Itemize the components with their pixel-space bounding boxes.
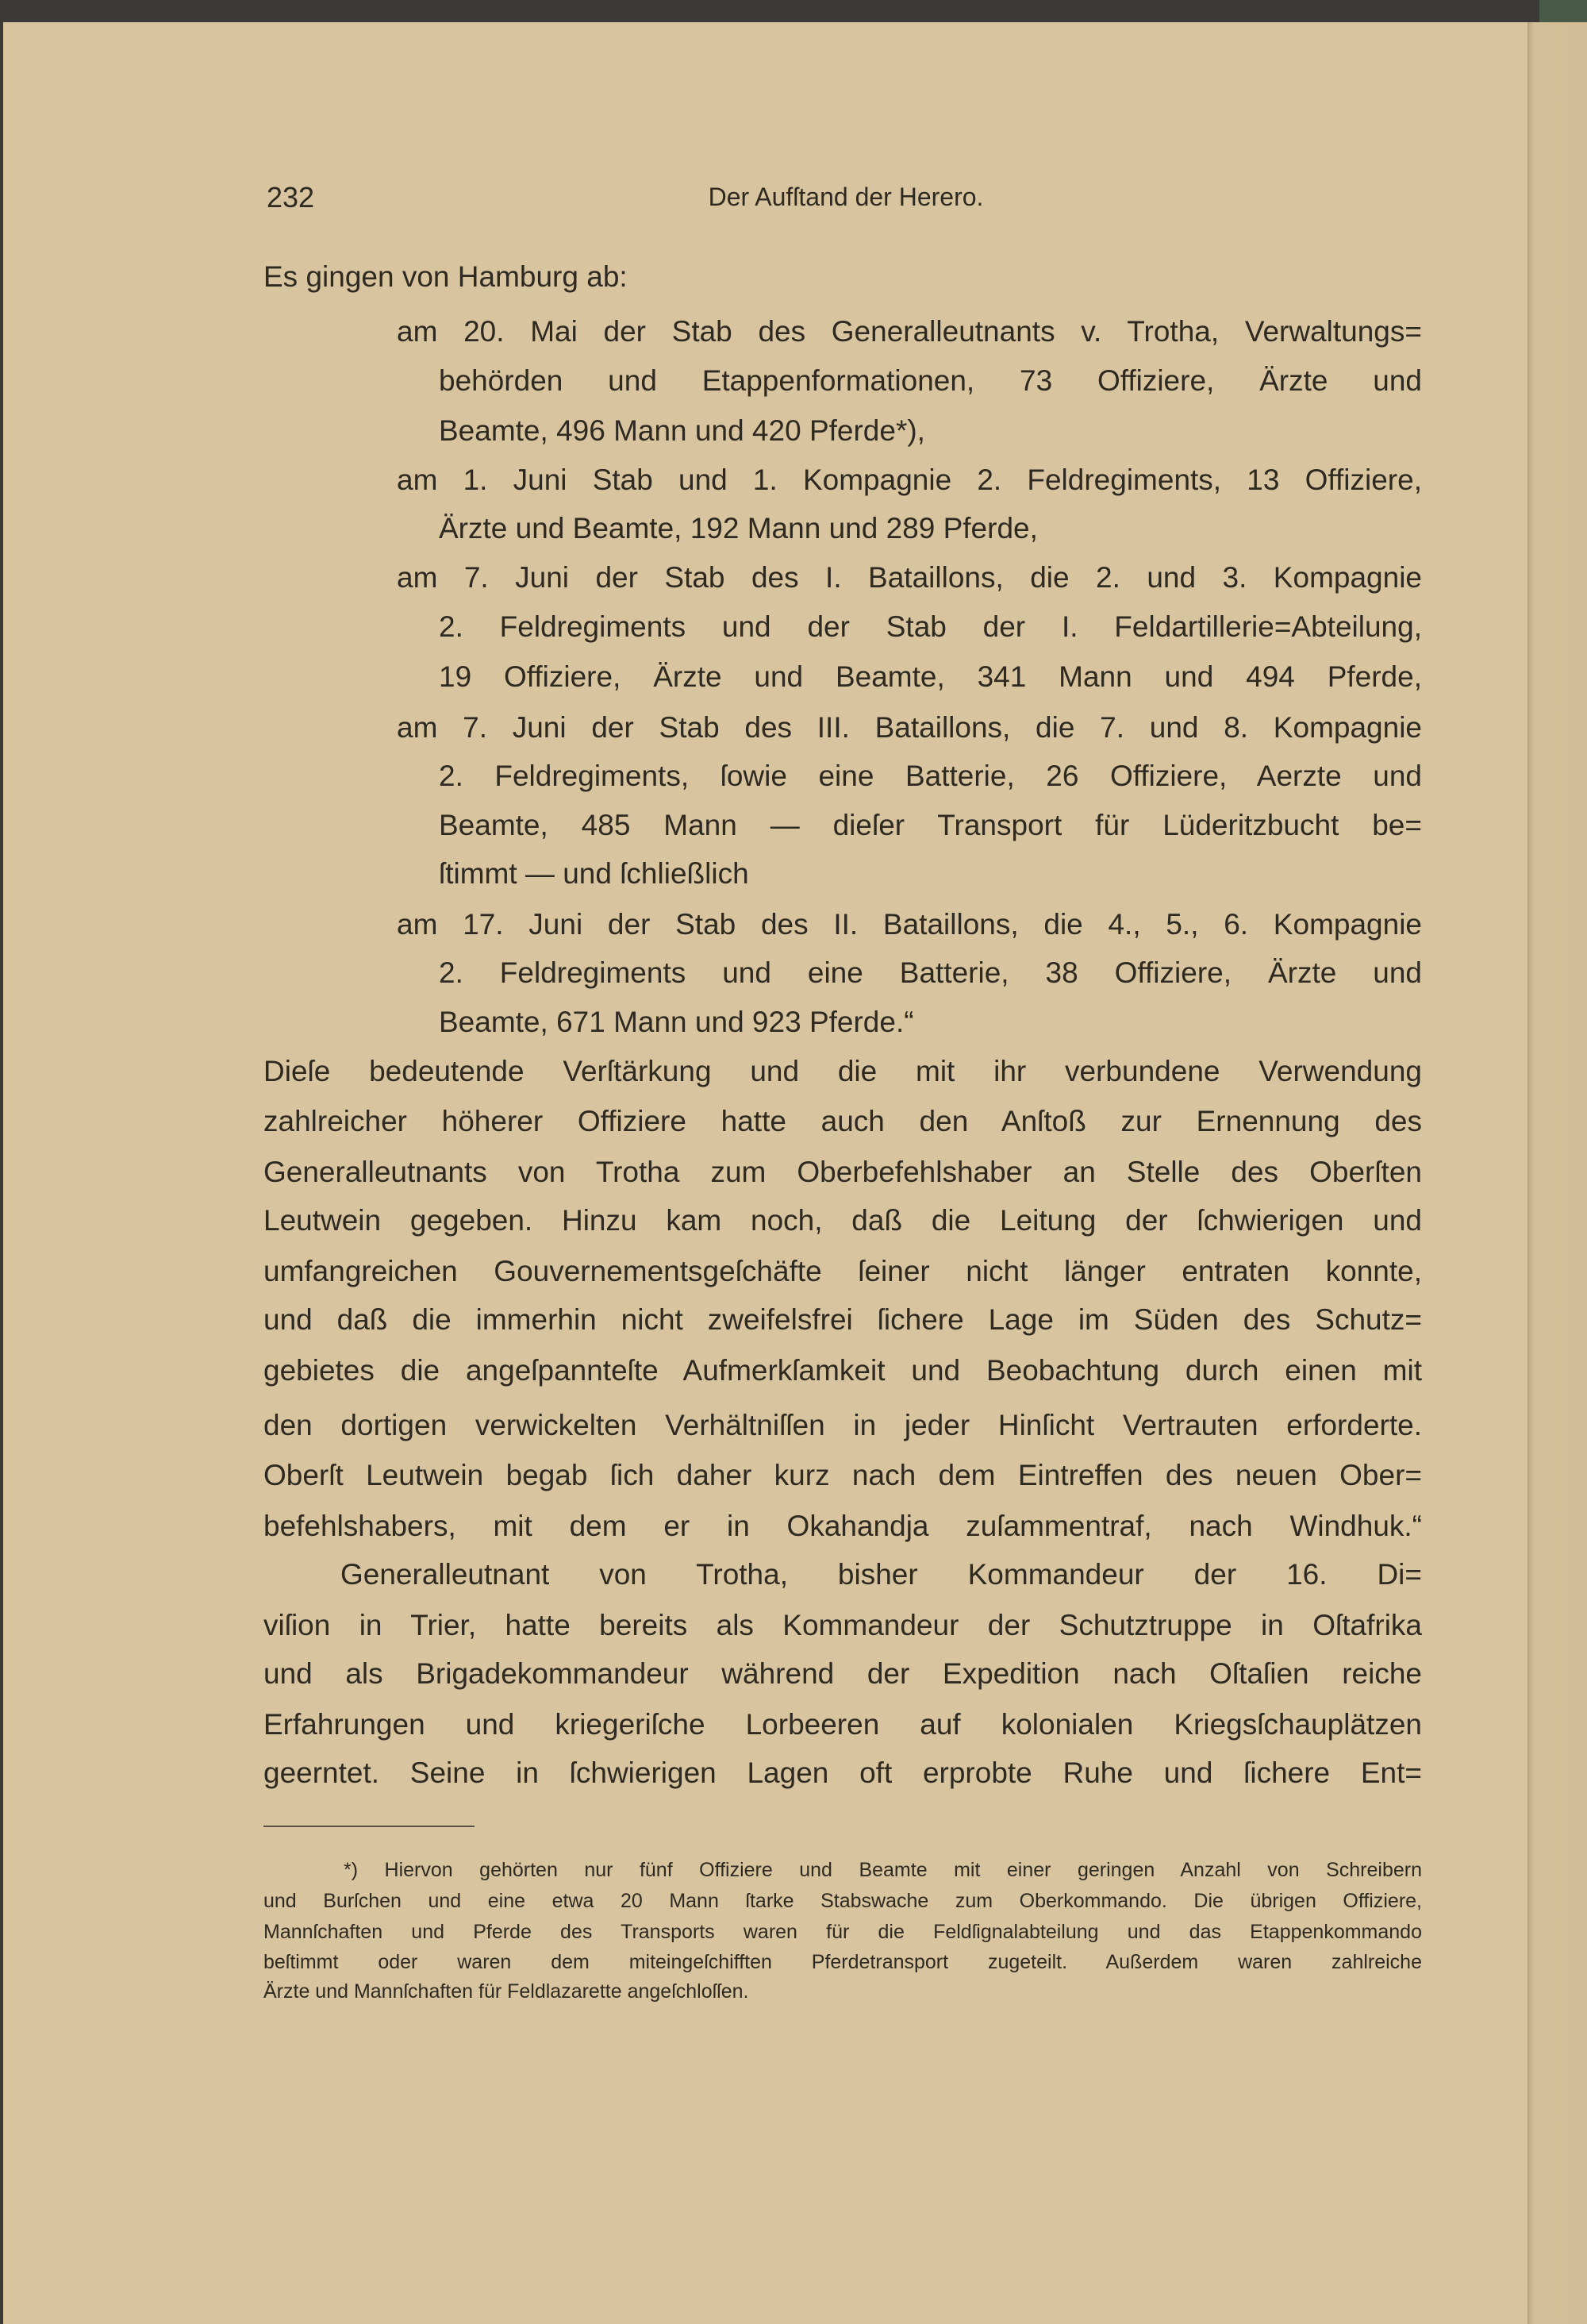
text-line: und daß die immerhin nicht zweifelsfrei ſichere Lage im Süden des Schutz= [263, 1303, 1422, 1336]
text-line: zahlreicher höherer Offiziere hatte auch den Anſtoß zur Ernennung des [263, 1105, 1422, 1137]
text-line: Beamte, 496 Mann und 420 Pferde*), [439, 414, 925, 447]
text-line: umfangreichen Gouvernementsgeſchäfte ſeiner nicht länger entraten konnte, [263, 1255, 1422, 1287]
running-title: Der Aufſtand der Herero. [708, 183, 984, 211]
footnote-divider [263, 1826, 475, 1827]
text-line: Erfahrungen und kriegeriſche Lorbeeren auf kolonialen Kriegsſchauplätzen [263, 1708, 1422, 1741]
text-line: Dieſe bedeutende Verſtärkung und die mit ihr verbundene Verwendung [263, 1055, 1422, 1087]
text-line: am 20. Mai der Stab des Generalleutnants v. Trotha, Verwaltungs= [397, 315, 1422, 348]
text-line: Beamte, 485 Mann — dieſer Transport für Lüderitzbucht be= [439, 809, 1422, 841]
text-line: 19 Offiziere, Ärzte und Beamte, 341 Mann und 494 Pferde, [439, 660, 1422, 693]
text-line: und als Brigadekommandeur während der Expedition nach Oſtaſien reiche [263, 1657, 1422, 1690]
text-line: Ärzte und Beamte, 192 Mann und 289 Pferde, [439, 512, 1038, 544]
text-line: Generalleutnant von Trotha, bisher Kommandeur der 16. Di= [340, 1558, 1422, 1591]
text-line: befehlshabers, mit dem er in Okahandja zuſammentraf, nach Windhuk.“ [263, 1510, 1422, 1542]
page-number: 232 [267, 181, 315, 214]
text-line: 2. Feldregiments, ſowie eine Batterie, 26 Offiziere, Aerzte und [439, 760, 1422, 792]
text-line: am 7. Juni der Stab des I. Bataillons, die 2. und 3. Kompagnie [397, 561, 1422, 594]
text-line: Beamte, 671 Mann und 923 Pferde.“ [439, 1006, 914, 1038]
footnote-line: und Burſchen und eine etwa 20 Mann ſtarke Stabswache zum Oberkommando. Die übrigen Offiziere, [263, 1890, 1422, 1912]
text-line: am 7. Juni der Stab des III. Bataillons, die 7. und 8. Kompagnie [397, 711, 1422, 744]
footnote-line: *) Hiervon gehörten nur fünf Offiziere und Beamte mit einer geringen Anzahl von Schreibern [344, 1859, 1422, 1881]
page-edge [1527, 22, 1587, 2324]
text-line: am 17. Juni der Stab des II. Bataillons, die 4., 5., 6. Kompagnie [397, 908, 1422, 941]
footnote-line: Mannſchaften und Pferde des Transports waren für die Feldſignalabteilung und das Etappenkommando [263, 1921, 1422, 1943]
text-line: Es gingen von Hamburg ab: [263, 260, 628, 293]
footnote-line: beſtimmt oder waren dem miteingeſchifften Pferdetransport zugeteilt. Außerdem waren zahlreiche [263, 1951, 1422, 1973]
text-line: am 1. Juni Stab und 1. Kompagnie 2. Feldregiments, 13 Offiziere, [397, 464, 1422, 496]
text-line: 2. Feldregiments und eine Batterie, 38 Offiziere, Ärzte und [439, 956, 1422, 989]
text-line: behörden und Etappenformationen, 73 Offiziere, Ärzte und [439, 364, 1422, 397]
footnote-line: Ärzte und Mannſchaften für Feldlazarette angeſchloſſen. [263, 1980, 749, 2003]
text-line: Oberſt Leutwein begab ſich daher kurz nach dem Eintreffen des neuen Ober= [263, 1459, 1422, 1491]
text-line: geerntet. Seine in ſchwierigen Lagen oft erprobte Ruhe und ſichere Ent= [263, 1756, 1422, 1789]
text-line: Leutwein gegeben. Hinzu kam noch, daß die Leitung der ſchwierigen und [263, 1204, 1422, 1237]
text-line: ſtimmt — und ſchließlich [439, 857, 749, 890]
text-line: gebietes die angeſpannteſte Aufmerkſamkeit und Beobachtung durch einen mit [263, 1354, 1422, 1387]
text-line: 2. Feldregiments und der Stab der I. Feldartillerie=Abteilung, [439, 610, 1422, 643]
text-line: Generalleutnants von Trotha zum Oberbefehlshaber an Stelle des Oberſten [263, 1156, 1422, 1188]
text-line: viſion in Trier, hatte bereits als Kommandeur der Schutztruppe in Oſtafrika [263, 1609, 1422, 1641]
text-line: den dortigen verwickelten Verhältniſſen in jeder Hinſicht Vertrauten erforderte. [263, 1409, 1422, 1441]
